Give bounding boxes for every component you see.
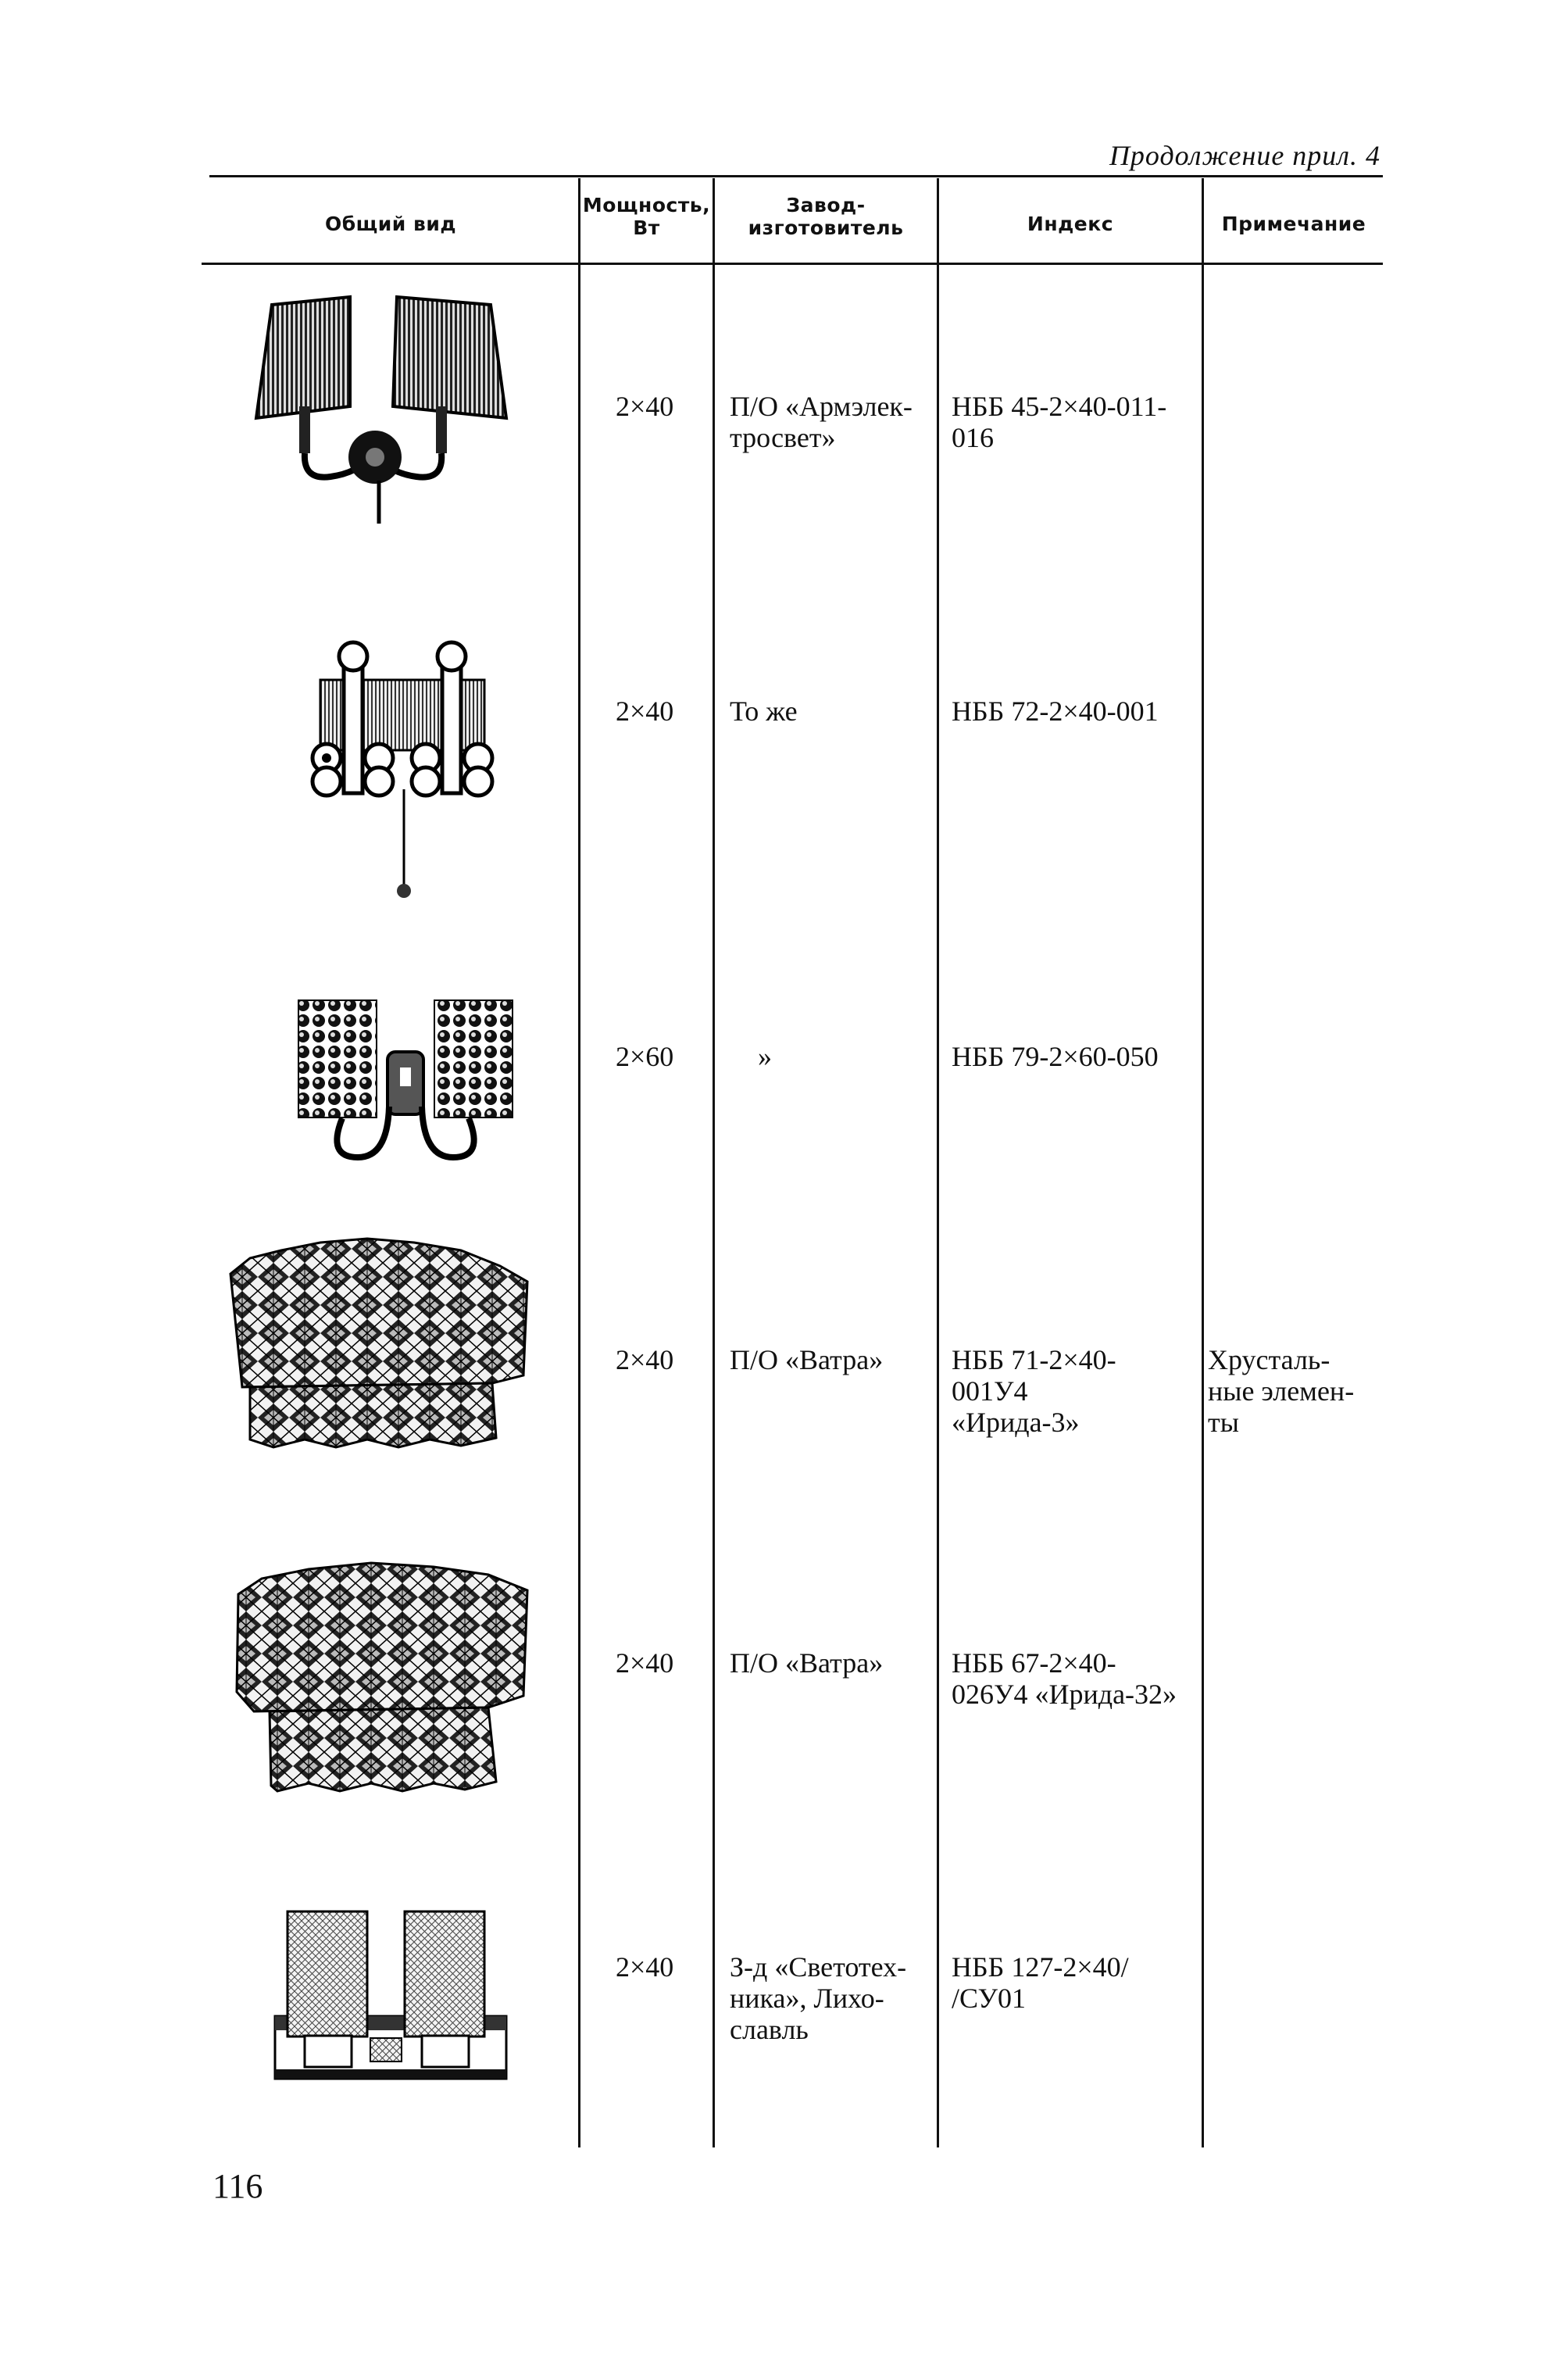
crystal-faceted-wall-lamp-iris-32-icon	[230, 1555, 535, 1797]
column-header-note: Примечание	[1221, 213, 1366, 235]
index-line: НББ 71-2×40-	[952, 1344, 1116, 1375]
power-value: 2×40	[616, 1647, 674, 1679]
note-line: ты	[1208, 1407, 1239, 1438]
column-header-maker-line2: изготовитель	[748, 216, 904, 239]
note-line: Хрусталь-	[1208, 1344, 1330, 1375]
index-line: /СУ01	[952, 1983, 1027, 2014]
table-top-rule	[209, 175, 1383, 177]
maker-line: З-д «Светотех-	[730, 1951, 907, 1983]
index-line: НББ 79-2×60-050	[952, 1041, 1159, 1072]
index-line: 001У4	[952, 1375, 1028, 1407]
maker-line: ника», Лихо-	[730, 1983, 884, 2014]
column-header-index: Индекс	[1027, 213, 1114, 235]
two-arm-wall-lamp-with-shades-icon	[248, 289, 514, 531]
column-divider-index	[937, 178, 939, 2147]
index-line: НББ 127-2×40/	[952, 1951, 1129, 1983]
maker-line: То же	[730, 696, 798, 727]
column-header-power-line2: Вт	[633, 216, 660, 239]
power-value: 2×40	[616, 391, 674, 422]
maker-line: П/О «Ватра»	[730, 1647, 884, 1679]
maker-value	[730, 1344, 883, 1375]
column-header-maker	[715, 194, 937, 239]
power-value: 2×40	[616, 1951, 674, 1983]
power-value: 2×40	[616, 1344, 674, 1375]
note-value	[1208, 1344, 1376, 1438]
maker-line: П/О «Ватра»	[730, 1344, 884, 1375]
power-value: 2×60	[616, 1041, 674, 1072]
maker-value	[730, 696, 798, 727]
index-value	[952, 1951, 1129, 2014]
maker-value	[730, 1951, 906, 2045]
table-header-bottom-rule	[202, 263, 1383, 265]
index-value	[952, 696, 1159, 727]
twin-cube-glass-wall-lamp-icon	[273, 1907, 508, 2083]
index-line: НББ 72-2×40-001	[952, 696, 1159, 727]
index-line: НББ 67-2×40-	[952, 1647, 1116, 1679]
index-line: 026У4 «Ирида-32»	[952, 1679, 1177, 1710]
column-header-maker-line1: Завод-	[786, 194, 866, 216]
maker-value	[730, 1647, 883, 1679]
column-divider-maker	[713, 178, 715, 2147]
column-divider-note	[1202, 178, 1204, 2147]
wall-lamp-with-globe-tops-and-pull-chain-icon	[297, 633, 508, 907]
column-header-view: Общий вид	[324, 213, 457, 235]
maker-line: П/О «Армэлек-	[730, 391, 913, 422]
crystal-faceted-wall-lamp-iris-3-icon	[227, 1235, 531, 1454]
index-line: НББ 45-2×40-011-	[952, 391, 1167, 422]
index-value	[952, 391, 1166, 453]
continuation-caption: Продолжение прил. 4	[1109, 140, 1380, 171]
column-header-power	[580, 194, 713, 239]
maker-value	[758, 1041, 772, 1072]
page-number: 116	[213, 2167, 263, 2205]
maker-line: славль	[730, 2014, 809, 2045]
power-value: 2×40	[616, 696, 674, 727]
maker-value	[730, 391, 913, 453]
index-value	[952, 1041, 1159, 1072]
index-value	[952, 1647, 1177, 1710]
maker-line: »	[758, 1041, 772, 1072]
index-line: «Ирида-3»	[952, 1407, 1080, 1438]
index-value	[952, 1344, 1116, 1438]
note-line: ные элемен-	[1208, 1375, 1355, 1407]
wall-lamp-with-beaded-shades-icon	[295, 997, 516, 1169]
index-line: 016	[952, 422, 994, 453]
maker-line: тросвет»	[730, 422, 836, 453]
column-divider-power	[578, 178, 580, 2147]
column-header-power-line1: Мощность,	[582, 194, 711, 216]
